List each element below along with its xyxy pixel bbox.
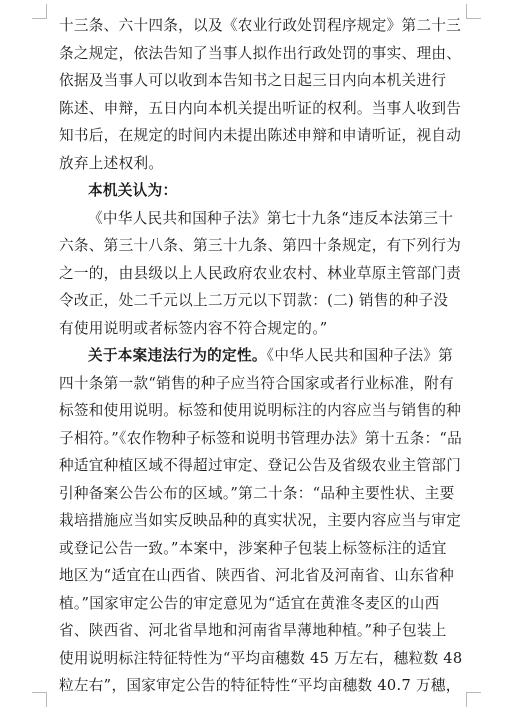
- crop-mark-top-left: [32, 4, 47, 19]
- crop-mark-top-right: [466, 4, 481, 19]
- body-line: 四十条第一款“销售的种子应当符合国家或者行业标准，附有: [59, 374, 455, 392]
- body-line: [59, 342, 459, 370]
- body-line: 省、陕西省、河北省旱地和河南省旱薄地种植。”种子包装上: [59, 622, 447, 639]
- body-line: 之一的，由县级以上人民政府农业农村、林业草原主管部门责: [59, 264, 462, 282]
- section-heading: 本机关认为：: [88, 182, 178, 199]
- crop-mark-bottom-right: [466, 692, 481, 707]
- body-line: 或登记公告一致。”本案中，涉案种子包装上标签标注的适宜: [59, 539, 447, 557]
- body-line: 《中华人民共和国种子法》第七十九条“违反本法第三十: [88, 209, 454, 227]
- body-line: 栽培措施应当如实反映品种的真实状况，主要内容应当与审定: [59, 512, 462, 529]
- body-line: 地区为“适宜在山西省、陕西省、河北省及河南省、山东省种: [59, 567, 455, 584]
- body-line: 六条、第三十八条、第三十九条、第四十条规定，有下列行为: [59, 237, 462, 254]
- body-line: 令改正，处二千元以上二万元以下罚款：(二) 销售的种子没: [59, 292, 449, 309]
- document-body: [59, 12, 463, 700]
- body-line: 陈述、申辩，五日内向本机关提出听证的权利。当事人收到告: [59, 99, 462, 117]
- body-line: 植。”国家审定公告的审定意见为“适宜在黄淮冬麦区的山西: [59, 594, 440, 612]
- body-line: 粒左右”，国家审定公告的特征特性“平均亩穗数 40.7 万穗，: [59, 677, 461, 694]
- body-line: 引种备案公告公布的区域。”第二十条：“品种主要性状、主要: [59, 484, 455, 502]
- body-line: 依据及当事人可以收到本告知书之日起三日内向本机关进行: [59, 72, 447, 89]
- paragraph-lead-rest: 《中华人民共和国种子法》第: [266, 347, 454, 364]
- body-line: 十三条、六十四条，以及《农业行政处罚程序规定》第二十三: [59, 17, 462, 34]
- body-line: 条之规定，依法告知了当事人拟作出行政处罚的事实、理由、: [59, 44, 462, 62]
- body-line: 有使用说明或者标签内容不符合规定的。”: [59, 319, 328, 337]
- body-line: 种适宜种植区域不得超过审定、登记公告及省级农业主管部门: [59, 457, 462, 474]
- body-line: 子相符。”《农作物种子标签和说明书管理办法》第十五条：“品: [59, 429, 463, 447]
- crop-mark-bottom-left: [32, 692, 47, 707]
- body-line: 放弃上述权利。: [59, 154, 164, 172]
- body-line: 知书后，在规定的时间内未提出陈述申辩和申请听证，视自动: [59, 127, 462, 144]
- body-line: 使用说明标注特征特性为“平均亩穗数 45 万左右，穗粒数 48: [59, 649, 463, 667]
- paragraph-lead-bold: 关于本案违法行为的定性。: [88, 347, 267, 364]
- body-line: 标签和使用说明。标签和使用说明标注的内容应当与销售的种: [59, 402, 462, 419]
